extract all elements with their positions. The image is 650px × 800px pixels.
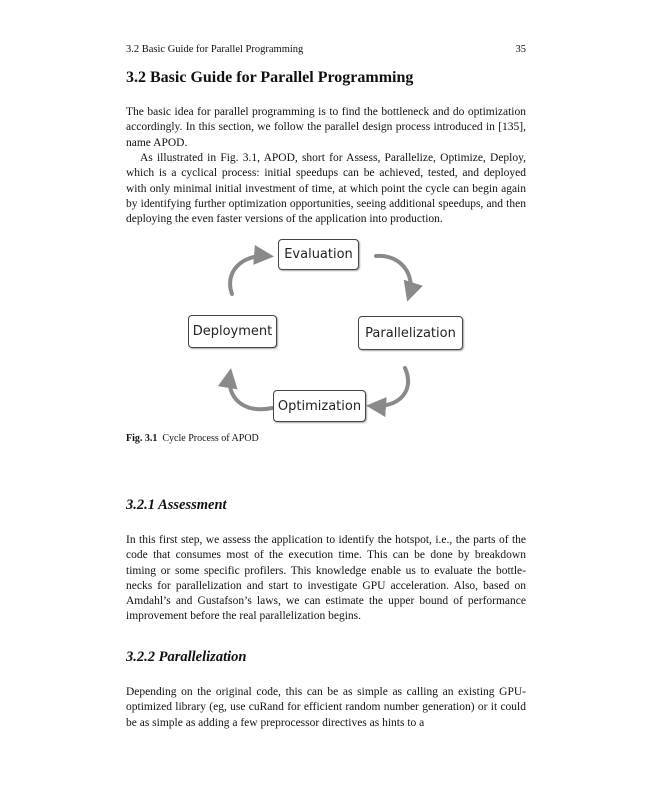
arrow-deployment-to-evaluation [230, 256, 268, 294]
apod-cycle-figure [180, 232, 480, 427]
parallelization-paragraph: Depending on the original code, this can be as simple as calling an existing GPU-optimized library (eg, use cuRand for efficient random number generation) or it could be as simple as adding a few preprocessor directives as hints to a [126, 686, 526, 729]
intro-paragraph: The basic idea for parallel programming is to find the bottleneck and do optimization accordingly. In this section, we follow the parallel design process introduced in [135], name APOD. [126, 106, 526, 149]
apod-paragraph: As illustrated in Fig. 3.1, APOD, short for Assess, Parallelize, Optimize, Deploy, which is a cyclical process: initial speedups can be achieved, tested, and deployed with only minimal initial investment of time, at which point the cycle can begin again by identifying further optimization opportunities, seeing additional speedups, and then deploying the even faster versions of the application into production. [126, 152, 526, 226]
arrow-parallelization-to-optimization [372, 368, 408, 406]
node-optimization: Optimization [273, 390, 366, 422]
page-number: 35 [515, 44, 526, 55]
running-title: 3.2 Basic Guide for Parallel Programming [126, 44, 304, 55]
caption-text: Cycle Process of APOD [162, 433, 259, 444]
assessment-title: 3.2.1 Assessment [126, 497, 227, 513]
caption-label: Fig. 3.1 [126, 433, 158, 444]
running-head [126, 44, 526, 55]
node-evaluation: Evaluation [278, 239, 359, 270]
section-title: 3.2 Basic Guide for Parallel Programming [126, 69, 414, 86]
arrow-evaluation-to-parallelization [376, 256, 411, 296]
figure-caption [126, 433, 259, 444]
arrow-optimization-to-deployment [229, 374, 272, 409]
node-parallelization: Parallelization [358, 316, 463, 350]
assessment-paragraph: In this first step, we assess the application to identify the hotspot, i.e., the parts of the code that consumes most of the execution time. This can be done by breakdown timing or some specific profilers. This knowledge enable us to evaluate the bottlenecks for parallelization and start to investigate GPU acceleration. Also, based on Amdahl’s and Gustafson’s laws, we can estimate the upper bound of performance improvement before the real parallelization begins. [126, 534, 526, 623]
node-deployment: Deployment [188, 315, 277, 348]
parallelization-title: 3.2.2 Parallelization [126, 649, 247, 665]
